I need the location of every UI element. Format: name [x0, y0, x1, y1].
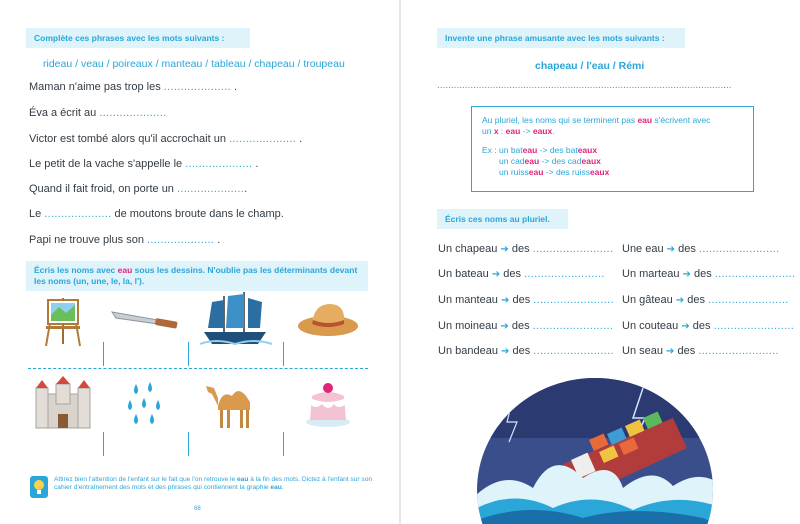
- blank[interactable]: ....................: [176, 183, 245, 195]
- sentence-6: Le .................... de moutons broute dans le champ.: [29, 208, 284, 220]
- sentence-3: Victor est tombé alors qu'il accrochait un .................... .: [29, 133, 303, 145]
- camel-icon: [196, 372, 274, 432]
- easel-painting-icon: [24, 290, 102, 350]
- answer-line[interactable]: [103, 432, 104, 456]
- cargo-ship-storm-illustration: [473, 378, 717, 524]
- instruction-text: Écris ces noms au pluriel.: [445, 214, 550, 224]
- blank[interactable]: ....................: [229, 133, 297, 145]
- plural-row-2: Une eau ➔ des ........................: [622, 243, 780, 255]
- blank[interactable]: ........................: [524, 268, 605, 280]
- plural-row-10: Un seau ➔ des ........................: [622, 345, 779, 357]
- plural-row-3: Un bateau ➔ des ........................: [438, 268, 605, 280]
- instruction-banner-4: [437, 209, 568, 229]
- plural-row-1: Un chapeau ➔ des ........................: [438, 243, 614, 255]
- plural-row-6: Un gâteau ➔ des ........................: [622, 294, 789, 306]
- answer-line[interactable]: [188, 342, 189, 366]
- blank[interactable]: ....................: [185, 158, 253, 170]
- instruction-banner-1: [26, 28, 250, 48]
- plural-row-9: Un bandeau ➔ des ........................: [438, 345, 614, 357]
- blank[interactable]: ....................: [44, 208, 112, 220]
- plural-row-4: Un marteau ➔ des ........................: [622, 268, 796, 280]
- example-1: Ex : un bateau -> des bateaux: [482, 145, 598, 155]
- instruction-banner-3: [437, 28, 685, 48]
- teacher-note: Attirez bien l'attention de l'enfant sur le fait que l'on retrouve le eau à la fin des mots. Dictez à l'enfant sur son cahier d'entraînement des mots et des phrases qui contiennent la graphie eau.: [54, 476, 373, 491]
- blank[interactable]: ........................: [713, 320, 795, 332]
- answer-line[interactable]: [283, 342, 284, 366]
- sentence-7: Papi ne trouve plus son .................... .: [29, 234, 221, 246]
- answer-line[interactable]: ..........................................................................................................: [437, 80, 732, 91]
- right-page: [401, 0, 800, 524]
- answer-line[interactable]: [283, 432, 284, 456]
- word-list: rideau / veau / poireaux / manteau / tableau / chapeau / troupeau: [43, 58, 345, 70]
- arrow-right-icon: ➔: [675, 295, 685, 306]
- blank[interactable]: ........................: [532, 320, 614, 332]
- answer-line[interactable]: [188, 432, 189, 456]
- word-list: chapeau / l'eau / Rémi: [535, 60, 645, 72]
- instruction-text: Invente une phrase amusante avec les mots suivants :: [445, 33, 665, 43]
- castle-icon: [24, 372, 102, 432]
- plural-row-8: Un couteau ➔ des ........................: [622, 320, 795, 332]
- sentence-5: Quand il fait froid, on porte un .....................: [29, 183, 248, 195]
- sentence-1: Maman n'aime pas trop les .................... .: [29, 81, 238, 93]
- divider: [28, 368, 368, 369]
- blank[interactable]: ....................: [147, 234, 215, 246]
- rule-line-1: Au pluriel, les noms qui se terminent pas eau s'écrivent avec: [482, 115, 711, 125]
- answer-line[interactable]: [103, 342, 104, 366]
- example-2: un cadeau -> des cadeaux: [499, 156, 601, 166]
- arrow-right-icon: ➔: [491, 269, 501, 280]
- plural-row-5: Un manteau ➔ des ........................: [438, 294, 614, 306]
- blank[interactable]: ........................: [533, 294, 614, 306]
- blank[interactable]: ........................: [532, 243, 614, 255]
- sailboat-icon: [196, 288, 274, 348]
- plural-row-7: Un moineau ➔ des ........................: [438, 320, 614, 332]
- blank[interactable]: ........................: [714, 268, 796, 280]
- arrow-right-icon: ➔: [681, 321, 690, 332]
- arrow-right-icon: ➔: [682, 269, 691, 280]
- arrow-right-icon: ➔: [666, 346, 675, 357]
- left-page: [0, 0, 399, 524]
- arrow-right-icon: ➔: [500, 321, 509, 332]
- arrow-right-icon: ➔: [666, 244, 676, 255]
- instruction-banner-2: [26, 261, 368, 291]
- example-3: un ruisseau -> des ruisseaux: [499, 167, 610, 177]
- sentence-2: Éva a écrit au ....................: [29, 107, 167, 119]
- water-drops-icon: [106, 372, 184, 432]
- rule-line-2: un x : eau -> eaux.: [482, 126, 555, 136]
- instruction-text: Écris les noms avec eau sous les dessins. N'oublie pas les déterminants devant les noms (un, une, le, la, l').: [34, 265, 358, 286]
- knife-icon: [106, 290, 184, 350]
- blank[interactable]: ........................: [533, 345, 614, 357]
- blank[interactable]: ........................: [708, 294, 789, 306]
- arrow-right-icon: ➔: [500, 244, 509, 255]
- blank[interactable]: ........................: [698, 345, 779, 357]
- page-number: 68: [194, 506, 201, 512]
- lightbulb-icon: [30, 476, 48, 498]
- blank[interactable]: ........................: [698, 243, 780, 255]
- hat-icon: [290, 290, 368, 350]
- cake-icon: [290, 372, 368, 432]
- arrow-right-icon: ➔: [501, 295, 510, 306]
- arrow-right-icon: ➔: [501, 346, 510, 357]
- rule-box: [471, 106, 754, 192]
- sentence-4: Le petit de la vache s'appelle le .................... .: [29, 158, 259, 170]
- blank[interactable]: ....................: [99, 107, 167, 119]
- instruction-text: Complète ces phrases avec les mots suivants :: [34, 33, 225, 43]
- blank[interactable]: ....................: [163, 81, 231, 93]
